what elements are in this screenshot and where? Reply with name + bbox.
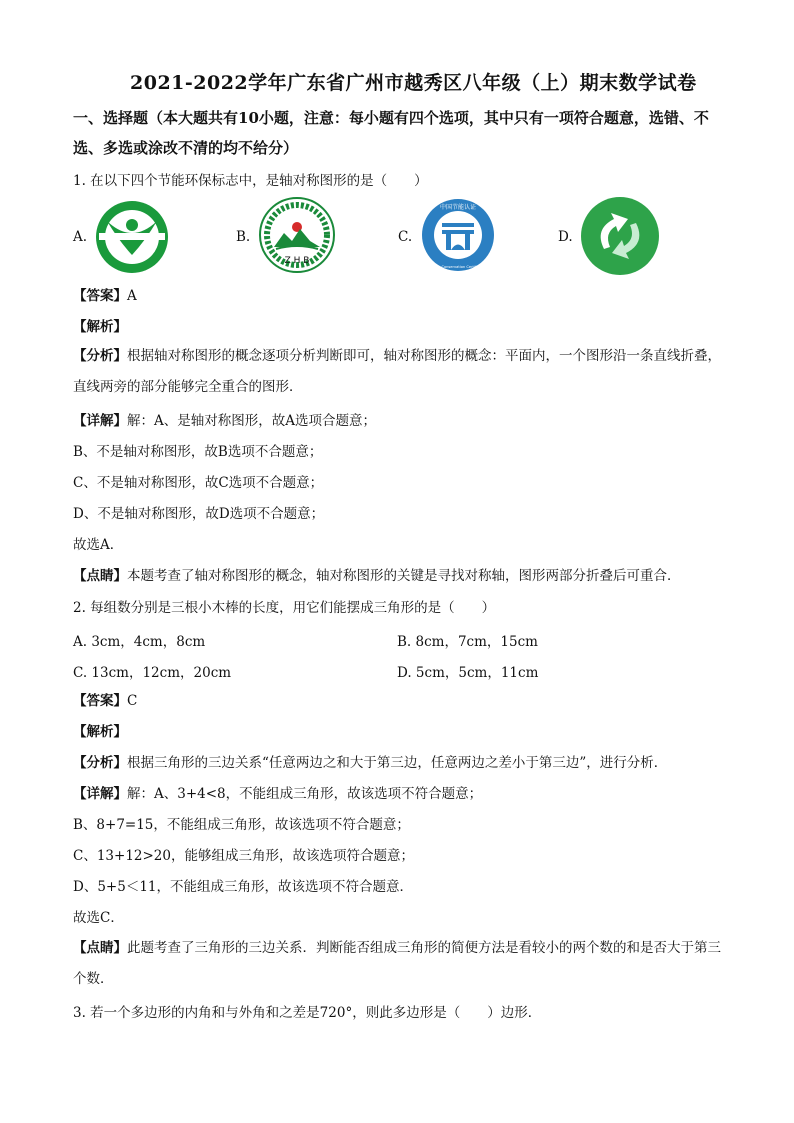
q1-stem: 1. 在以下四个节能环保标志中，是轴对称图形的是（ ） <box>73 173 428 189</box>
q1-xiangjie-line: D、不是轴对称图形，故D选项不合题意； <box>73 506 325 522</box>
cert-top-text: 中国节能认证 <box>439 204 477 211</box>
q2-option-a: A. 3cm，4cm，8cm <box>73 634 206 650</box>
q1-conclusion: 故选A． <box>73 537 124 553</box>
q2-option-d: D. 5cm，5cm，11cm <box>397 665 539 681</box>
xiangjie-tag: 【详解】 <box>73 413 127 429</box>
q1-xiangjie-line: C、不是轴对称图形，故C选项不合题意； <box>73 475 324 491</box>
q2-answer <box>73 692 723 710</box>
q3-stem: 3. 若一个多边形的内角和与外角和之差是720°，则此多边形是（ ）边形． <box>73 1005 542 1021</box>
xiangjie-tag: 【详解】 <box>73 786 127 802</box>
zhb-text: Z H B <box>284 256 310 266</box>
q2-fenxi <box>73 754 723 772</box>
fenxi-text: 根据轴对称图形的概念逐项分析判断即可，轴对称图形的概念：平面内，一个图形沿一条直线折叠，直线两旁的部分能够完全重合的图形． <box>73 348 721 395</box>
dianjing-text: 本题考查了轴对称图形的概念，轴对称图形的关键是寻找对称轴，图形两部分折叠后可重合． <box>127 568 681 584</box>
section-heading: 一、选择题（本大题共有10小题，注意：每小题有四个选项，其中只有一项符合题意，选错、不选、多选或涂改不清的均不给分） <box>73 109 709 157</box>
option-letter: B. <box>236 229 251 245</box>
cert-bottom-text: Energy Conservation Certification <box>427 265 489 269</box>
analysis-tag: 【解析】 <box>73 319 127 335</box>
q1-fenxi <box>73 341 723 403</box>
q2-dianjing <box>73 933 723 995</box>
dianjing-text: 此题考查了三角形的三边关系．判断能否组成三角形的简便方法是看较小的两个数的和是否大于第三个数． <box>73 940 721 987</box>
energy-conservation-certification-icon <box>420 195 496 275</box>
option-letter: D. <box>558 229 573 245</box>
q2-conclusion: 故选C． <box>73 910 124 926</box>
analysis-tag: 【解析】 <box>73 724 127 740</box>
answer-value: C <box>127 693 138 709</box>
q2-stem: 2. 每组数分别是三根小木棒的长度，用它们能摆成三角形的是（ ） <box>73 600 496 616</box>
fenxi-tag: 【分析】 <box>73 755 127 771</box>
q2-xiangjie-line: B、8+7=15，不能组成三角形，故该选项不符合题意； <box>73 817 410 833</box>
option-letter: A. <box>73 229 88 245</box>
q2-xiangjie-line: C、13+12>20，能够组成三角形，故该选项符合题意； <box>73 848 414 864</box>
green-food-icon <box>93 195 171 277</box>
fenxi-tag: 【分析】 <box>73 348 127 364</box>
page-title: 2021-2022学年广东省广州市越秀区八年级（上）期末数学试卷 <box>130 72 697 94</box>
zhb-environmental-icon <box>258 195 336 275</box>
q1-options <box>73 195 723 279</box>
option-letter: C. <box>398 229 413 245</box>
q1-xiangjie-line: B、不是轴对称图形，故B选项不合题意； <box>73 444 323 460</box>
q1-xiangjie <box>73 412 723 430</box>
xiangjie-line: 解：A、是轴对称图形，故A选项合题意； <box>127 413 376 429</box>
fenxi-text: 根据三角形的三边关系“任意两边之和大于第三边，任意两边之差小于第三边”，进行分析． <box>127 755 668 771</box>
q2-xiangjie-line: D、5+5＜11，不能组成三角形，故该选项不符合题意． <box>73 879 413 895</box>
q2-analysis-tag <box>73 723 723 741</box>
answer-tag: 【答案】 <box>73 288 127 304</box>
q2-option-b: B. 8cm，7cm，15cm <box>397 634 538 650</box>
q1-dianjing <box>73 567 723 585</box>
q1-analysis-tag <box>73 318 723 336</box>
dianjing-tag: 【点睛】 <box>73 940 127 956</box>
dianjing-tag: 【点睛】 <box>73 568 127 584</box>
answer-tag: 【答案】 <box>73 693 127 709</box>
q2-option-c: C. 13cm，12cm，20cm <box>73 665 232 681</box>
recycle-arrows-icon <box>580 195 660 277</box>
answer-value: A <box>127 288 137 304</box>
xiangjie-line: 解：A、3+4<8，不能组成三角形，故该选项不符合题意； <box>127 786 483 802</box>
q1-answer <box>73 287 723 305</box>
q2-xiangjie <box>73 785 723 803</box>
